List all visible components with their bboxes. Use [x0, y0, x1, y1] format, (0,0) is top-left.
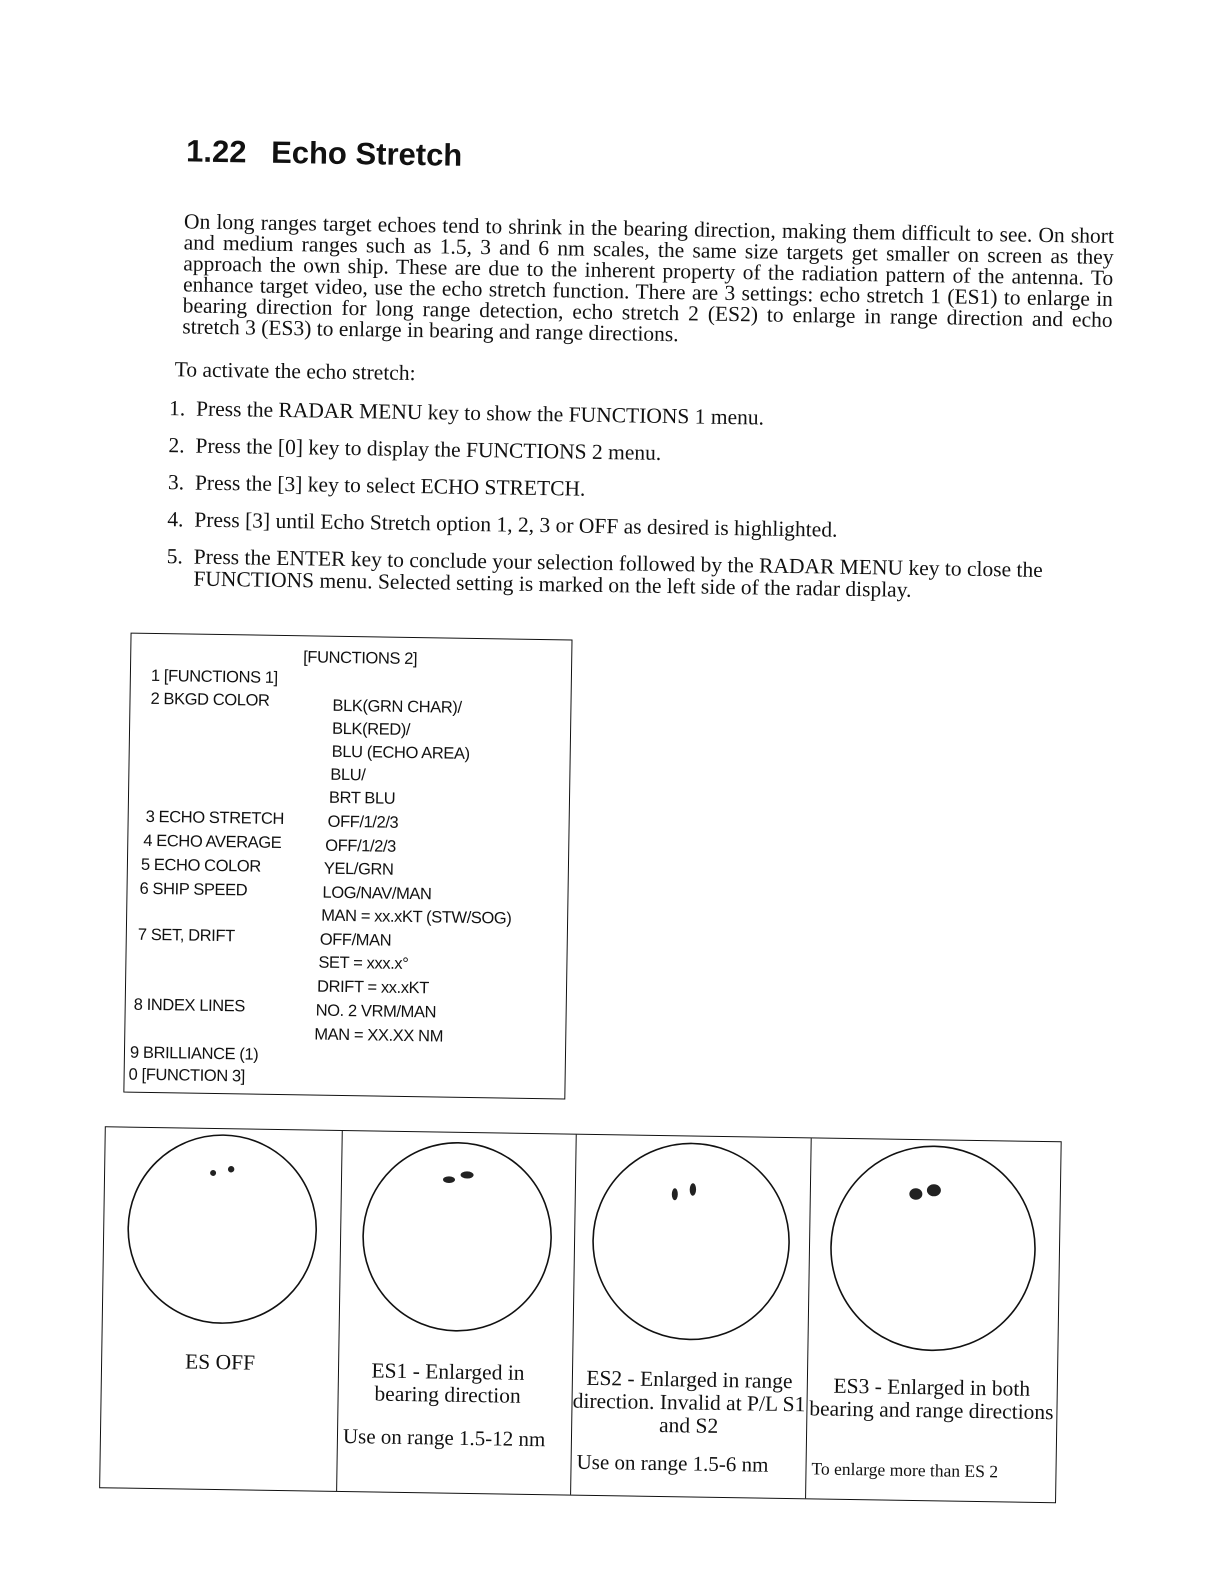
intro-paragraph: On long ranges target echoes tend to shrink in the bearing direction, making them difficult to see. On short and medium ranges such as 1.5, 3 and 6 nm scales, the same size targets get smaller on screen as they approach the own ship. These are due to the inherent property of the radiation pattern of the antenna. To enhance target video, use the echo stretch function. There are 3 settings: echo stretch 1 (ES1) to enlarge in bearing direction for long range detection, echo stretch 2 (ES2) to enlarge in range direction and echo stretch 3 (ES3) to enlarge in bearing and range directions.: [182, 208, 1115, 346]
step-text: Press the [3] key to select ECHO STRETCH.: [194, 470, 586, 501]
panel-range-note: To enlarge more than ES 2: [811, 1458, 999, 1482]
radar-scope-figure: [807, 1138, 1060, 1362]
menu-item: 8 INDEX LINES: [133, 995, 246, 1016]
menu-value: SET = xxx.x°: [318, 953, 409, 974]
menu-value: BRT BLU: [328, 788, 396, 808]
menu-value: BLU/: [330, 765, 366, 785]
step-number: 3.: [167, 470, 185, 495]
section-title: Echo Stretch: [270, 134, 463, 173]
panel-es3: [805, 1138, 1061, 1502]
step-text: Press [3] until Echo Stretch option 1, 2, 3 or OFF as desired is highlighted.: [194, 507, 838, 542]
step-number: 5.: [166, 544, 184, 569]
menu-value: LOG/NAV/MAN: [322, 883, 432, 904]
menu-value: MAN = xx.xKT (STW/SOG): [321, 906, 512, 928]
radar-scope-figure: [338, 1131, 575, 1355]
step-item: [169, 397, 1089, 433]
menu-item: 4 ECHO AVERAGE: [143, 831, 282, 852]
step-text: Press the [0] key to display the FUNCTIONS 2 menu.: [195, 433, 662, 465]
radar-scope-circle: [362, 1141, 553, 1332]
panel-caption: ES1 - Enlarged in bearing direction: [371, 1358, 525, 1408]
radar-scope-figure: [102, 1127, 341, 1351]
section-number: 1.22: [185, 133, 247, 170]
radar-scope-circle: [127, 1134, 318, 1325]
menu-value: OFF/MAN: [319, 930, 392, 950]
menu-value: DRIFT = xx.xKT: [316, 977, 430, 998]
menu-item: 6 SHIP SPEED: [139, 879, 248, 900]
menu-value: NO. 2 VRM/MAN: [315, 1001, 437, 1022]
step-item: [168, 471, 1088, 507]
menu-value: OFF/1/2/3: [327, 812, 399, 832]
step-text: Press the ENTER key to conclude your selection followed by the RADAR MENU key to close the FUNCTIONS menu. Selected setting is marked on the left side of the radar display.: [193, 544, 1043, 602]
target-echo: [228, 1166, 234, 1172]
panel-caption: ES3 - Enlarged in both bearing and range directions: [809, 1373, 1054, 1425]
panel-caption: ES OFF: [184, 1349, 256, 1375]
menu-item: 5 ECHO COLOR: [140, 855, 261, 876]
target-echo: [210, 1170, 216, 1176]
radar-scope-circle: [829, 1145, 1036, 1352]
menu-value: MAN = XX.XX NM: [314, 1025, 444, 1046]
target-echo: [909, 1188, 922, 1200]
radar-scope-circle: [592, 1142, 791, 1341]
menu-item: 1 [FUNCTIONS 1]: [150, 666, 278, 687]
functions-2-menu: [123, 633, 572, 1100]
radar-scope-figure: [572, 1135, 810, 1359]
panel-es-off: [100, 1127, 343, 1491]
step-number: 1.: [168, 396, 186, 421]
menu-item: 9 BRILLIANCE (1): [129, 1043, 259, 1064]
step-number: 2.: [168, 433, 185, 458]
target-echo: [927, 1184, 941, 1196]
menu-title: [FUNCTIONS 2]: [303, 648, 418, 669]
target-echo: [690, 1183, 697, 1195]
step-text: Press the RADAR MENU key to show the FUNCTIONS 1 menu.: [195, 396, 765, 430]
menu-item: 0 [FUNCTION 3]: [128, 1065, 246, 1086]
target-echo: [443, 1176, 455, 1183]
echo-stretch-comparison: [99, 1126, 1062, 1503]
panel-caption: ES2 - Enlarged in range direction. Invalid at P/L S1 and S2: [572, 1365, 806, 1438]
step-item: [166, 545, 1087, 603]
step-item: [168, 434, 1088, 470]
panel-es1: [336, 1131, 577, 1495]
procedure-steps: [166, 397, 1089, 618]
panel-range-note: Use on range 1.5-6 nm: [576, 1449, 769, 1477]
step-number: 4.: [167, 507, 184, 532]
section-heading: [186, 133, 463, 173]
menu-value: BLK(RED)/: [331, 719, 411, 740]
menu-item: 7 SET, DRIFT: [137, 925, 235, 946]
panel-range-note: Use on range 1.5-12 nm: [342, 1424, 546, 1452]
step-item: [167, 508, 1087, 544]
menu-value: OFF/1/2/3: [325, 836, 397, 856]
menu-value: BLU (ECHO AREA): [331, 742, 470, 763]
menu-value: BLK(GRN CHAR)/: [332, 696, 462, 717]
procedure-intro: To activate the echo stretch:: [174, 357, 416, 386]
menu-item: 3 ECHO STRETCH: [145, 807, 285, 829]
target-echo: [672, 1188, 678, 1200]
panel-es2: [570, 1135, 812, 1499]
menu-item: 2 BKGD COLOR: [150, 689, 270, 710]
target-echo: [461, 1171, 474, 1178]
menu-value: YEL/GRN: [323, 859, 394, 879]
